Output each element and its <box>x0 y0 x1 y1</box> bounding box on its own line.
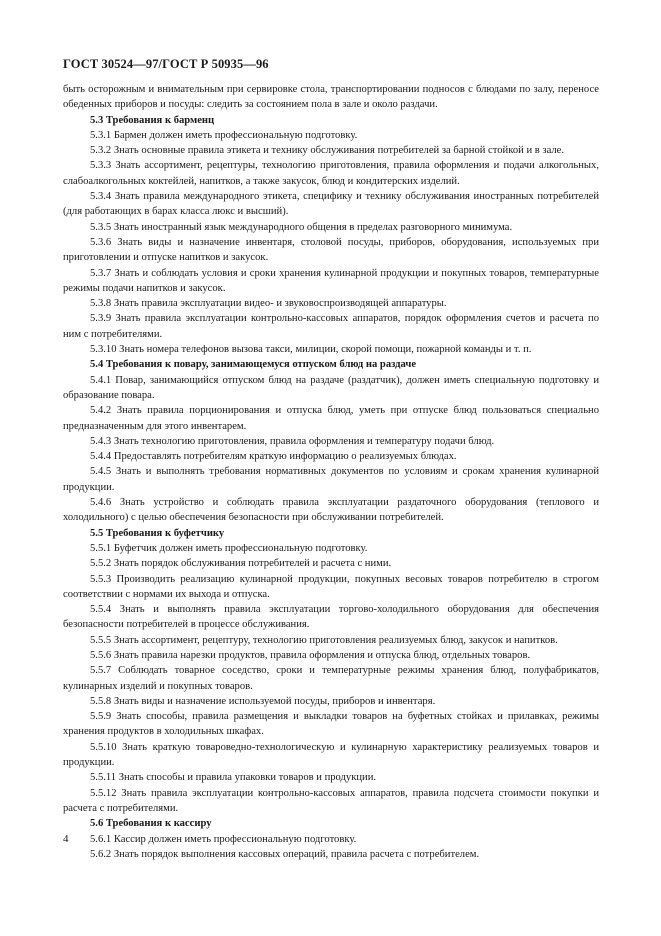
paragraph: 5.4.1 Повар, занимающийся отпуском блюд на раздаче (раздатчик), должен иметь специальную подготовку и образование повара. <box>63 374 599 401</box>
paragraph: 5.3.2 Знать основные правила этикета и технику обслуживания потребителей за барной стойкой и в зале. <box>90 145 565 157</box>
paragraph: 5.4.5 Знать и выполнять требования нормативных документов по условиям и срокам хранения кулинарной продукции. <box>63 466 599 493</box>
paragraph: быть осторожным и внимательным при сервировке стола, транспортировании подносов с блюдами по залу, переносе обеденных приборов и посуды: следить за состоянием пола в зале и около раздачи. <box>63 84 599 111</box>
section-heading: 5.3 Требования к барменц <box>90 114 215 126</box>
paragraph: 5.3.10 Знать номера телефонов вызова такси, милиции, скорой помощи, пожарной команды и т. п. <box>90 344 532 356</box>
paragraph: 5.4.3 Знать технологию приготовления, правила оформления и температуру подачи блюд. <box>90 435 495 447</box>
paragraph: 5.3.5 Знать иностранный язык международного общения в пределах разговорного минимума. <box>90 221 513 233</box>
paragraph: 5.3.7 Знать и соблюдать условия и сроки хранения кулинарной продукции и покупных товаров, температурные режимы подачи напитков и закусок. <box>63 267 599 294</box>
paragraph: 5.5.2 Знать порядок обслуживания потребителей и расчета с ними. <box>90 558 392 570</box>
paragraph: 5.6.1 Кассир должен иметь профессиональную подготовку. <box>90 833 357 845</box>
paragraph: 5.5.5 Знать ассортимент, рецептуру, технологию приготовления реализуемых блюд, закусок и напитков. <box>90 634 558 646</box>
paragraph: 5.5.8 Знать виды и назначение используемой посуды, приборов и инвентаря. <box>90 695 436 707</box>
section-heading: 5.4 Требования к повару, занимающемуся отпуском блюд на раздаче <box>90 359 417 371</box>
paragraph: 5.5.4 Знать и выполнять правила эксплуатации торгово-холодильного оборудования для обеспечения безопасности потребителей в процессе обслуживания. <box>63 604 599 631</box>
paragraph: 5.5.3 Производить реализацию кулинарной продукции, покупных весовых товаров потребителю в строгом соответствии с нормами их выхода и отпуска. <box>63 573 599 600</box>
paragraph: 5.3.1 Бармен должен иметь профессиональную подготовку. <box>90 129 358 141</box>
paragraph: 5.5.7 Соблюдать товарное соседство, сроки и температурные режимы хранения блюд, полуфабрикатов, кулинарных изделий и покупных товаров. <box>63 665 599 692</box>
paragraph: 5.3.4 Знать правила международного этикета, специфику и технику обслуживания иностранных потребителей (для работающих в барах класса люкс и высший). <box>63 191 599 218</box>
paragraph: 5.3.3 Знать ассортимент, рецептуры, технологию приготовления, правила оформления и подачи алкогольных, слабоалкогольных коктейлей, напитков, а также закусок, блюд и кондитерских изделий. <box>63 160 599 187</box>
paragraph: 5.5.12 Знать правила эксплуатации контрольно-кассовых аппаратов, правила подсчета стоимости покупки и расчета с потребителями. <box>63 787 599 814</box>
paragraph: 5.4.4 Предоставлять потребителям краткую информацию о реализуемых блюдах. <box>90 451 457 463</box>
paragraph: 5.5.11 Знать способы и правила упаковки товаров и продукции. <box>90 772 377 784</box>
paragraph: 5.4.2 Знать правила порционирования и отпуска блюд, уметь при отпуске блюд пользоваться специально предназначенным для этого инвентарем. <box>63 405 599 432</box>
paragraph: 5.4.6 Знать устройство и соблюдать правила эксплуатации раздаточного оборудования (теплового и холодильного) с целью обеспечения безопасности при обслуживании потребителей. <box>63 497 599 524</box>
paragraph: 5.5.10 Знать краткую товароведно-технологическую и кулинарную характеристику реализуемых товаров и продукции. <box>63 741 599 769</box>
section-heading: 5.5 Требования к буфетчику <box>90 527 225 539</box>
paragraph: 5.5.9 Знать способы, правила размещения и выкладки товаров на буфетных стойках и прилавках, режимы хранения продуктов в холодильных шкафах. <box>63 711 599 738</box>
paragraph: 5.5.1 Буфетчик должен иметь профессиональную подготовку. <box>90 542 368 554</box>
paragraph: 5.5.6 Знать правила нарезки продуктов, правила оформления и отпуска блюд, отдельных товаров. <box>90 649 531 661</box>
document-header: ГОСТ 30524—97/ГОСТ Р 50935—96 <box>63 57 269 71</box>
paragraph: 5.3.8 Знать правила эксплуатации видео- и звуковоспроизводящей аппаратуры. <box>90 298 447 310</box>
paragraph: 5.3.6 Знать виды и назначение инвентаря, столовой посуды, приборов, оборудования, используемых при приготовлении и отпуске напитков и закусок. <box>63 236 599 264</box>
paragraph: 5.3.9 Знать правила эксплуатации контрольно-кассовых аппаратов, порядок оформления счетов и расчета по ним с потребителями. <box>63 313 599 340</box>
section-heading: 5.6 Требования к кассиру <box>90 818 212 830</box>
page-number: 4 <box>63 833 69 845</box>
paragraph: 5.6.2 Знать порядок выполнения кассовых операций, правила расчета с потребителем. <box>90 848 480 860</box>
document-body <box>63 82 599 862</box>
